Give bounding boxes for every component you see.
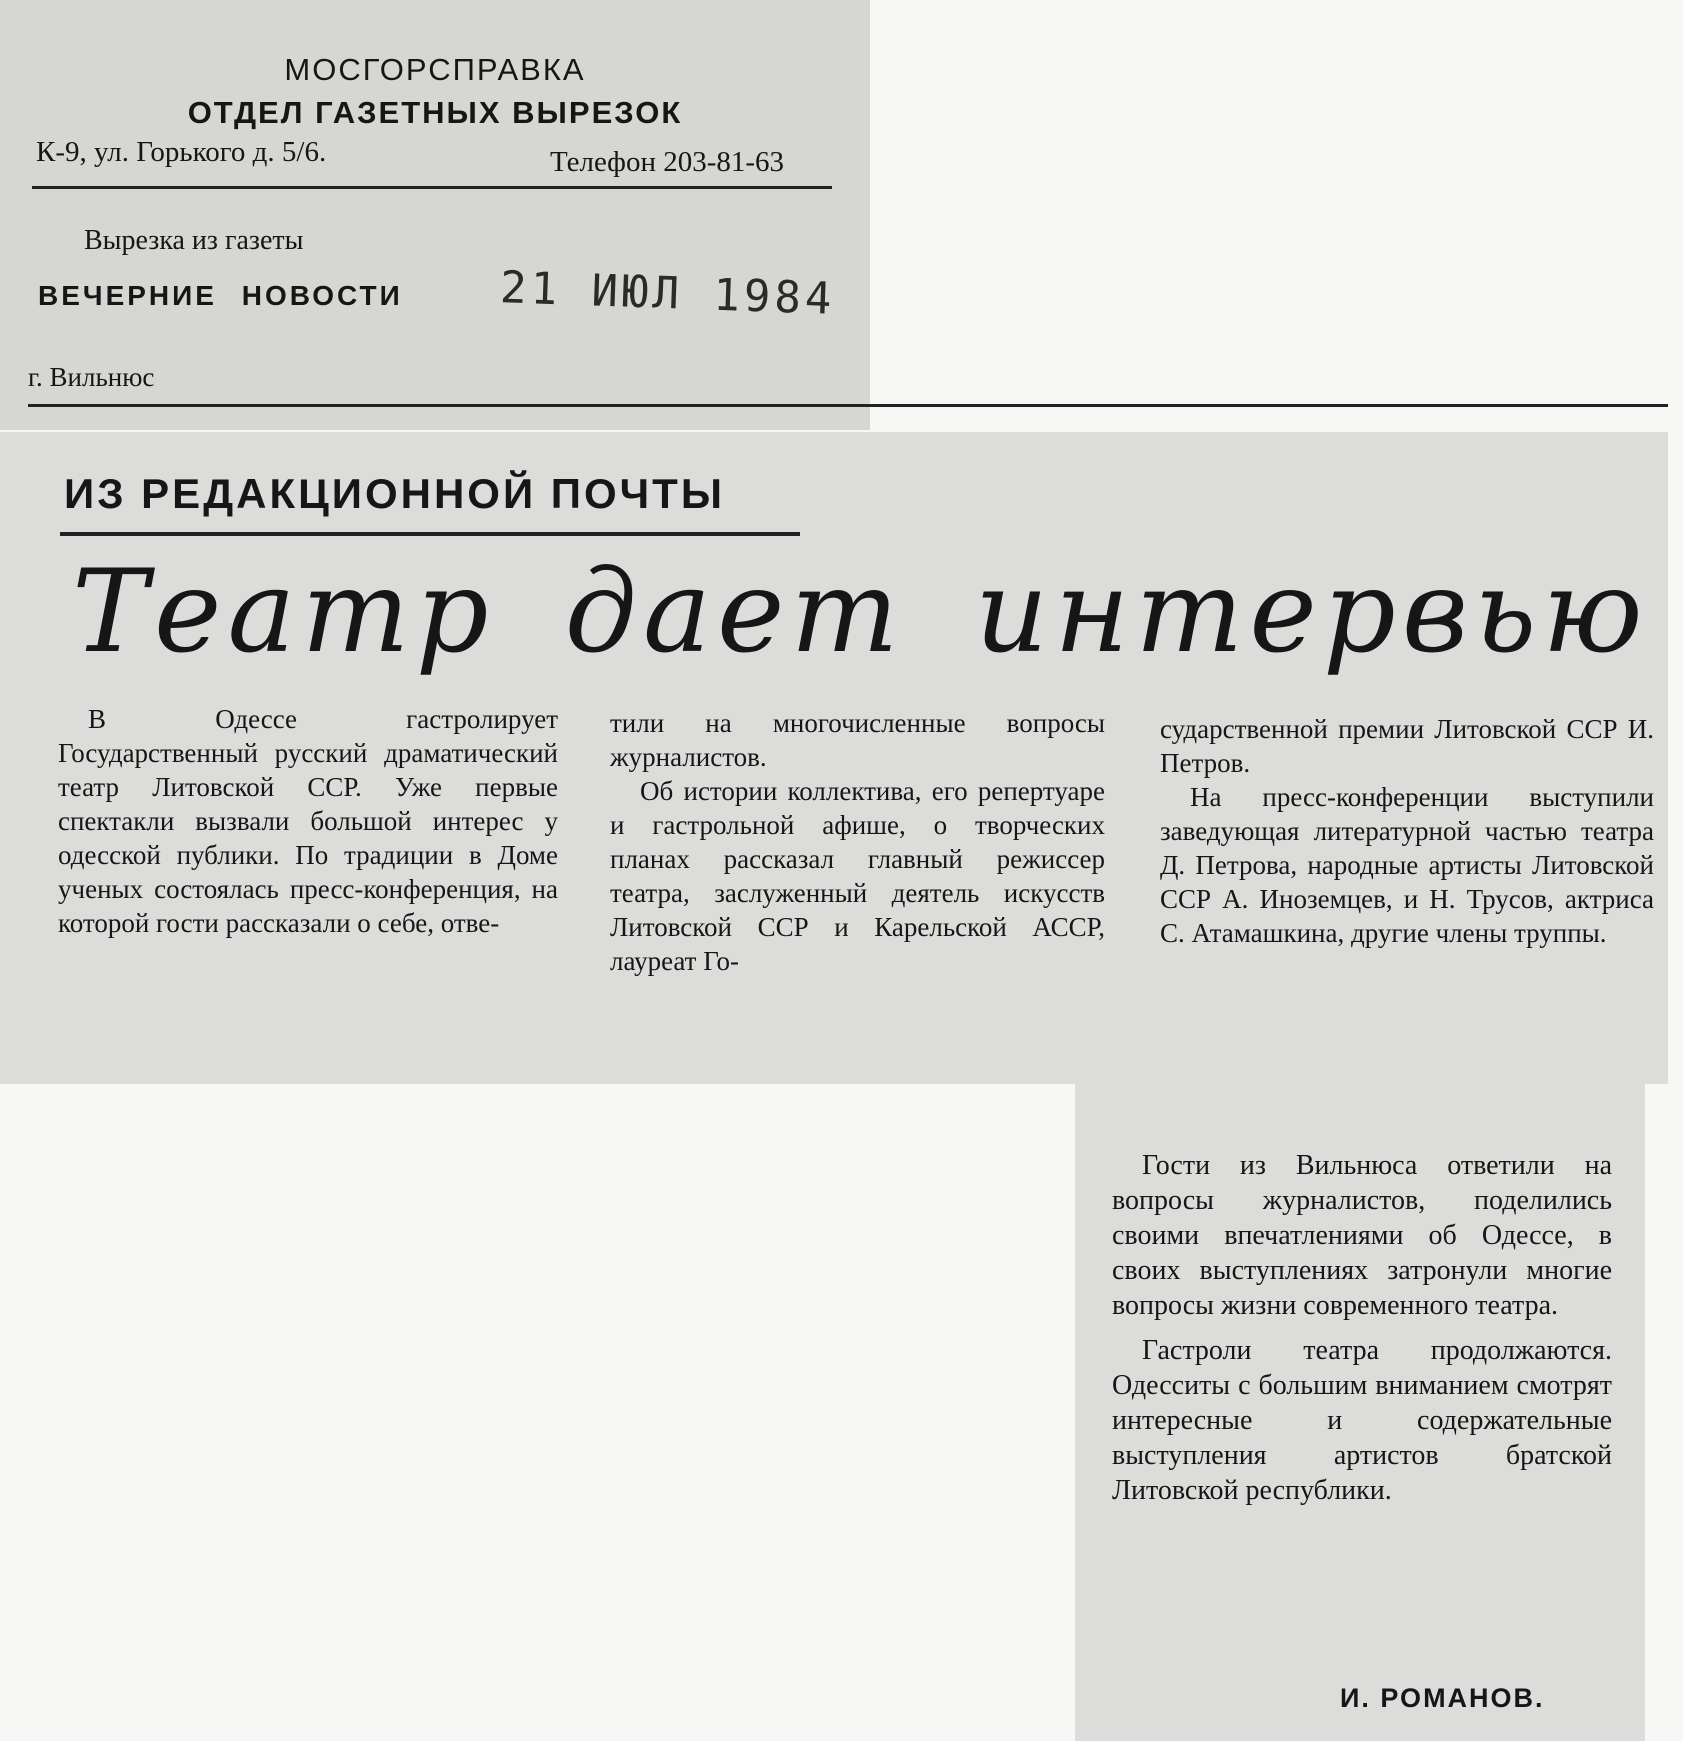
article-column-4 bbox=[1112, 1148, 1612, 1508]
service-name: МОСГОРСПРАВКА bbox=[284, 52, 586, 87]
slip-bottom-divider bbox=[28, 404, 1668, 407]
newspaper-city: г. Вильнюс bbox=[28, 362, 155, 392]
paragraph: В Одессе гастролирует Государственный русский драматический театр Литовской ССР. Уже первые спектакли вызвали большой интерес у одесской публики. По традиции в Доме ученых состоялась пресс-конференция, на которой гости рассказали о себе, отве- bbox=[58, 704, 558, 938]
service-phone: Телефон 203-81-63 bbox=[550, 146, 785, 178]
date-stamp: 21 ИЮЛ 1984 bbox=[499, 262, 837, 325]
article-column-3 bbox=[1160, 712, 1654, 950]
rubric-underline bbox=[60, 532, 800, 536]
paragraph: Гастроли театра продолжаются. Одесситы с большим вниманием смотрят интересные и содержательные выступления артистов братской Литовской республики. bbox=[1112, 1335, 1612, 1506]
service-address: К-9, ул. Горького д. 5/6. bbox=[36, 136, 327, 168]
article-column-1 bbox=[58, 702, 558, 940]
clipping-label: Вырезка из газеты bbox=[84, 225, 304, 256]
newspaper-name: ВЕЧЕРНИЕ НОВОСТИ bbox=[38, 280, 403, 311]
paragraph: сударственной премии Литовской ССР И. Петров. bbox=[1160, 714, 1654, 778]
paragraph: Об истории коллектива, его репертуаре и гастрольной афише, о творческих планах рассказал главный режиссер театра, заслуженный деятель искусств Литовской ССР и Карельской АССР, лауреат Го- bbox=[610, 776, 1105, 976]
article-rubric: ИЗ РЕДАКЦИОННОЙ ПОЧТЫ bbox=[64, 470, 725, 517]
article-headline: Театр дает интервью bbox=[72, 545, 1649, 678]
paragraph: Гости из Вильнюса ответили на вопросы журналистов, поделились своими впечатлениями об Одессе, в своих выступлениях затронули многие вопросы жизни современного театра. bbox=[1112, 1150, 1612, 1321]
paragraph: тили на многочисленные вопросы журналистов. bbox=[610, 708, 1105, 772]
department-name: ОТДЕЛ ГАЗЕТНЫХ ВЫРЕЗОК bbox=[187, 95, 683, 130]
article-author: И. РОМАНОВ. bbox=[1340, 1683, 1545, 1713]
paragraph: На пресс-конференции выступили заведующая литературной частью театра Д. Петрова, народные артисты Литовской ССР А. Иноземцев, и Н. Трусов, актриса С. Атамашкина, другие члены труппы. bbox=[1160, 782, 1654, 948]
slip-divider bbox=[32, 186, 832, 189]
article-column-2 bbox=[610, 706, 1105, 978]
